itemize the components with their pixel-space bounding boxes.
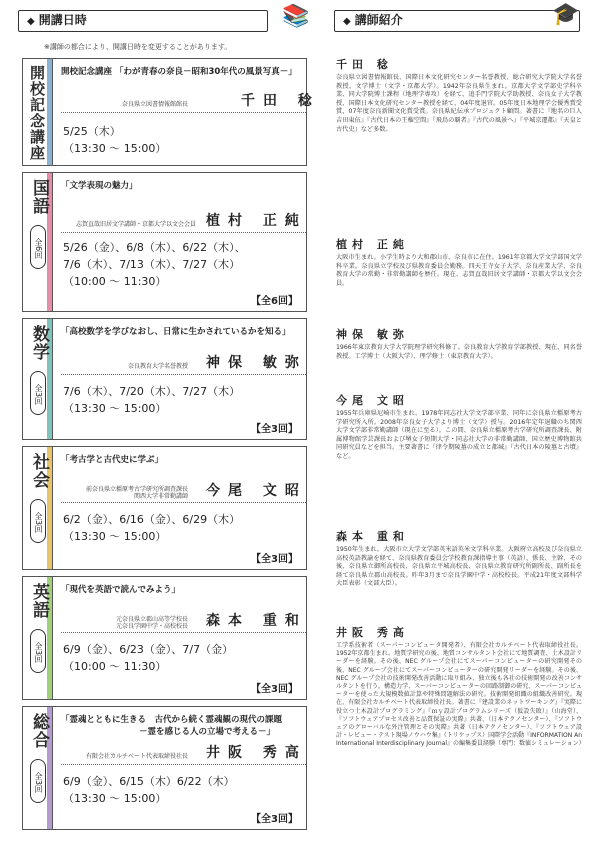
course-tab	[23, 319, 53, 439]
lecturer-line	[61, 199, 306, 233]
session-count-badge: 全3回	[30, 371, 46, 415]
course-japanese	[22, 172, 307, 312]
bio-name: 井阪 秀高	[336, 626, 409, 639]
course-opening	[22, 58, 320, 166]
bio-jinbo	[336, 326, 582, 361]
lecturer-affiliation: 奈良県立図書情報館館長	[121, 101, 188, 108]
lecturer-line	[61, 743, 306, 765]
course-tab	[23, 173, 53, 311]
schedule-header: ◆ 開講日時	[18, 10, 268, 32]
course-dates: 6/9（金）、6/15（木）6/22（木） （13:30 ～ 15:00）	[63, 775, 235, 805]
lecturer-name: 井阪 秀高	[206, 745, 307, 761]
bio-text: 工学系技術者（スーパーコンピュータ開発者）、有限会社カルチベート代表取締役社長。1952年京都生まれ。地質学研究の後、地質コンサルタント会社にて地質調査、土木設計リーダーを経験。その後、NEC グループ会社にてスーパーコンピューターの研究開発その後、NEC グループ会社にてスーパーコンピューターの研究開発リーダーを経験。その後、NEC グループ会社の技術開発改善活動に取り組み、独立後も各社の技術開発の改善コンサルタントを行う。構造力学、スーパーコンピューターの回路制御の研究、スーパーコンピューターを使った大規模数値計算や特殊問題解法の研究。技術開発組織の組織改善研究。現在、有限会社カルチベート代表取締役社長。著書に『建設業のネットワーキング』『実際に役立つ土木設計プログラミング』『ｍｙ設計プログラムシリーズ（仮設失敗）』（山海堂）、『ソフトウェアプロセス改善と品質保証の実際』共著、（日本テクノセンター）、『ソフトウェアのグローバルな外注管理とその実際』共著（日本テクノセンター）、『ソフトウェア設計・レビュー・テスト現場ノウハウ集』（トリケップス）国際学会活動『INFORMATION An International Interdisciplinary Journal』の編集委員経験（専門：数値シミュレーション）	[336, 642, 585, 748]
session-count-badge: 全6回	[30, 225, 46, 269]
bio-text: 奈良県立図書情報館長、国際日本文化研究センター名誉教授、総合研究大学院大学名誉教授。文学博士（文学・京都大学）。1942年奈良県生まれ。京都大学文学部史学科卒業、同大学院博士課程（地理学専攻）を経て、追手門学院大学助教授、奈良女子大学教授、国際日本文化研究センター教授を経て、04年度退官。05年度日本地理学会優秀賞受賞、07年度奈良新聞文化賞受賞。奈良県紀伝承プロジェクト顧問。著書に『地名の巨人 吉田東伍』『古代日本の王権空間』『飛鳥の覇者』『古代の風景へ』『平城京遷都』『天皇と古代史』など多数。	[336, 74, 582, 133]
course-title: 「考古学と古代史に学ぶ」	[61, 455, 164, 465]
lecturer-header: ◆ 講師紹介	[334, 10, 580, 32]
bio-uemura	[336, 236, 582, 288]
course-english	[22, 576, 307, 700]
course-tab	[23, 707, 53, 829]
session-count-badge: 全3回	[30, 499, 46, 543]
course-subject: 英語	[29, 583, 49, 619]
course-social	[22, 446, 307, 570]
course-subject: 数学	[29, 325, 49, 361]
graduation-cap-icon: 🎓	[552, 2, 580, 27]
bio-text: 1966年東京教育大学大学院理学研究科修了。奈良教育大学教育学部教授、現在、同名誉教授。工学博士（大阪大学）、理学修士（東京教育大学）。	[336, 344, 582, 360]
course-subject: 社会	[29, 453, 49, 489]
course-dates: 6/2（金）、6/16（金）、6/29（木） （13:30 ～ 15:00）	[63, 513, 241, 543]
bio-text: 1950年生まれ。大阪市立大学文学部英米語英米文学科卒業。大阪府立高校及び奈良県立高校英語教諭を経て、奈良県教育委員会学校教育課指導主事（英語）、係長、主幹、その後、奈良県立御所高校長、奈良県立平城高校長、奈良県立教育研究所副所長、副所長を経て奈良県立郡山高校長。昨年3月まで奈良学園中学・高校校長。平成21年度文部科学大臣表彰（文部大臣）。	[336, 546, 582, 588]
course-subject: 国語	[29, 179, 49, 215]
total-sessions: 【全3回】	[251, 554, 298, 565]
bio-senda	[336, 56, 582, 134]
course-subject: 開校記念講座	[28, 65, 46, 161]
lecturer-affiliation: 元奈良県立郡山高等学校長 元奈良学園中学・高校校長	[115, 616, 188, 630]
session-count-badge: 全3回	[30, 629, 46, 673]
lecturer-line	[61, 345, 306, 375]
bio-isaka	[336, 624, 585, 749]
bio-name: 森本 重和	[336, 530, 409, 543]
course-title: 「高校数学を学びなおし、日常に生かされているかを知る」	[61, 327, 291, 337]
diamond-icon: ◆	[343, 16, 351, 27]
bio-name: 植村 正純	[336, 238, 409, 251]
course-dates: 5/25（木） （13:30 ～ 15:00）	[63, 125, 167, 155]
course-general	[22, 706, 307, 830]
lecturer-affiliation: 奈良教育大学名誉教授	[127, 363, 188, 370]
lecturer-affiliation: 志賀直哉旧居文学講師・京都大学以文会会員	[75, 221, 196, 228]
course-title: 「現代を英語で読んでみよう」	[61, 585, 181, 595]
total-sessions: 【全3回】	[251, 814, 298, 825]
lecturer-line	[61, 85, 320, 113]
course-dates: 7/6（木）、7/20（木）、7/27（木） （13:30 ～ 15:00）	[63, 385, 241, 415]
lecturer-name: 今尾 文昭	[206, 483, 307, 499]
course-dates: 5/26（金）、6/8（木）、6/22（木）、 7/6（木）、7/13（木）、7/27（木） （10:00 ～ 11:30）	[63, 241, 246, 288]
bio-text: 1955年兵庫県尼崎市生まれ。1978年同志社大学文学部卒業、同年に奈良県立橿原考古学研究所入所。2008年奈良女子大学より博士（文学）授与。2016年定年退職のち関西大学文学部非常勤講師（現在に至る）。この間、奈良県立橿原考古学研究所調査課長、附属博物館学芸課長および堺女子短期大学・同志社大学の非常勤講師、国立歴史博物館共同研究員などを担当。主要著書に『律令期陵墓の成立と都城』『古代日本の陵墓と古墳』など。	[336, 410, 582, 460]
lecturer-name: 森本 重和	[206, 613, 307, 629]
bio-imao	[336, 392, 582, 462]
total-sessions: 【全3回】	[251, 684, 298, 695]
lecturer-affiliation: 有限会社カルチベート代表取締役社長	[85, 753, 188, 760]
course-dates: 6/9（金）、6/23（金）、7/7（金） （10:00 ～ 11:30）	[63, 643, 234, 673]
course-tab	[23, 577, 53, 699]
books-icon: 📚	[282, 4, 310, 29]
bio-text: 大阪市生まれ。小学生時より大和郡山市、奈良市に在住。1961年京都大学文学部国文学科卒業。奈良県立学校及び県教育委員会勤務。四天王寺女子大学、奈良産業大学、奈良教育大学の常勤・非常勤講師を歴任。現在、志賀直哉旧居文学講師・京都大学以文会会員。	[336, 254, 582, 287]
bio-name: 千田 稔	[336, 58, 393, 71]
bio-morimoto	[336, 528, 582, 589]
course-title: 「文学表現の魅力」	[61, 181, 138, 191]
lecturer-name: 神保 敏弥	[206, 355, 307, 371]
total-sessions: 【全6回】	[251, 296, 298, 307]
lecturer-line	[61, 473, 306, 503]
course-subject: 総合	[29, 713, 49, 749]
bio-name: 神保 敏弥	[336, 328, 409, 341]
course-title: 「霊魂とともに生きる 古代から続く霊魂観の現代の課題 －霊を感じる人の立場で考える－」	[61, 715, 283, 737]
diamond-icon: ◆	[27, 16, 35, 27]
course-title: 開校記念講座 「わが青春の奈良－昭和30年代の風景写真－」	[61, 67, 297, 77]
bio-name: 今尾 文昭	[336, 394, 409, 407]
lecturer-affiliation: 前奈良県立橿原考古学研究所調査課長 関西大学非常勤講師	[85, 486, 188, 500]
course-tab	[23, 59, 53, 165]
session-count-badge: 全3回	[30, 759, 46, 803]
course-tab	[23, 447, 53, 569]
total-sessions: 【全3回】	[251, 424, 298, 435]
lecturer-line	[61, 603, 306, 633]
schedule-note: ※講師の都合により、開講日時を変更することがあります。	[44, 43, 232, 51]
lecturer-name: 千田 稔	[241, 93, 320, 109]
course-math	[22, 318, 307, 440]
lecturer-name: 植村 正純	[206, 213, 307, 229]
